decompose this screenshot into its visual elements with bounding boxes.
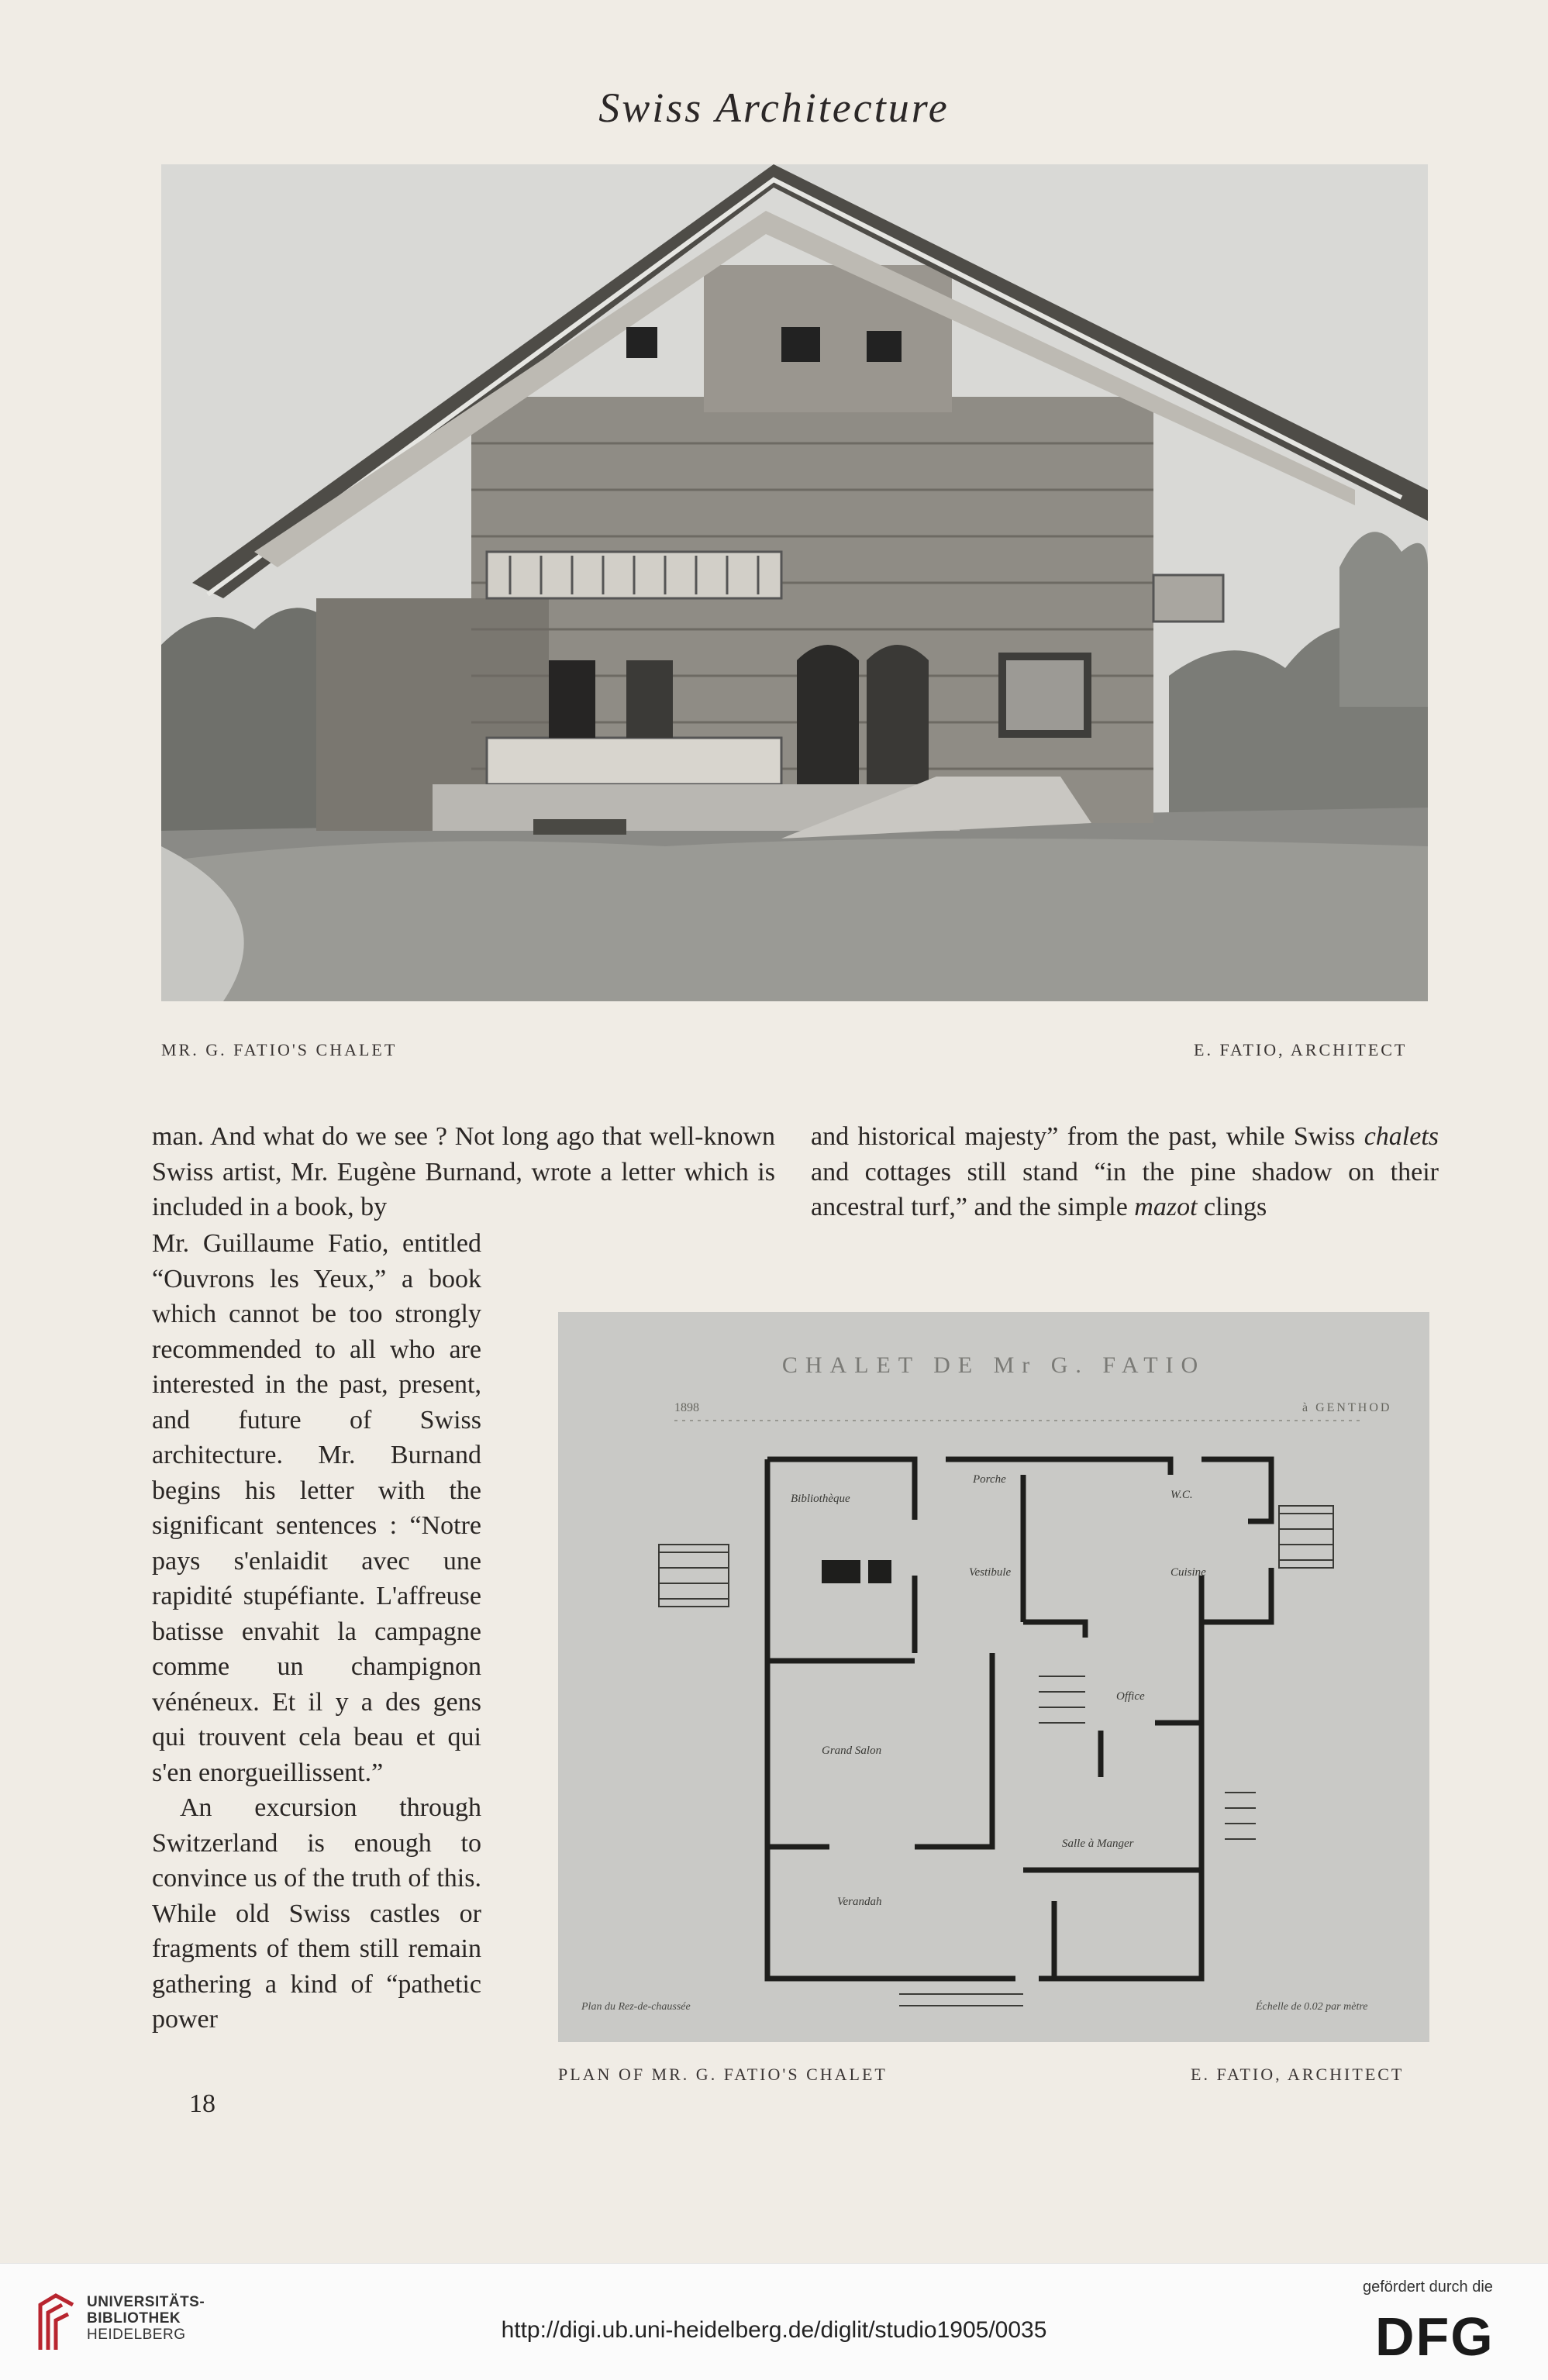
plan-year: 1898 bbox=[674, 1401, 699, 1414]
plan-caption-right: E. FATIO, ARCHITECT bbox=[1191, 2065, 1405, 2084]
running-head: Swiss Architecture bbox=[598, 84, 950, 131]
col2-italic-chalets: chalets bbox=[1364, 1122, 1439, 1151]
library-line-2: BIBLIOTHEK bbox=[87, 2310, 181, 2327]
col2-text-b: and cottages still stand “in the pine shadow on their ancestral turf,” and the simple bbox=[811, 1157, 1439, 1221]
floor-plan-drawing bbox=[558, 1312, 1429, 2042]
permalink-url[interactable]: http://digi.ub.uni-heidelberg.de/diglit/studio1905/0035 bbox=[501, 2317, 1047, 2343]
column-1-paragraph-2: An excursion through Switzerland is enough to convince us of the truth of this. While old Swiss castles or fragments of them still remain gathering a kind of “pathetic power bbox=[152, 1793, 481, 2034]
column-1-top-text bbox=[152, 1119, 775, 1228]
column-1-paragraph-1: Mr. Guillaume Fatio, entitled “Ouvrons les Yeux,” a book which cannot be too strongly recommended to all who are interested in the past, present, and future of Swiss architecture. Mr. Burnand begins his letter with the significant sentences : “Notre pays s'enlaidit avec une rapidité stupéfiante. L'affreuse batisse envahit la campagne comme un champignon vénéneux. Et il y a des gens qui trouvent cela beau et qui s'en enorgueillissent.” bbox=[152, 1229, 481, 1787]
col2-text-a: and historical majesty” from the past, while Swiss bbox=[811, 1122, 1364, 1151]
room-office: Office bbox=[1116, 1690, 1145, 1703]
room-vestibule: Vestibule bbox=[969, 1566, 1012, 1579]
dfg-logo: DFG bbox=[1375, 2306, 1495, 2367]
sponsor-label: gefördert durch die bbox=[1363, 2278, 1493, 2296]
room-porche: Porche bbox=[973, 1473, 1006, 1486]
room-grand-salon: Grand Salon bbox=[822, 1745, 882, 1757]
room-salle-a-manger: Salle à Manger bbox=[1062, 1838, 1134, 1850]
plan-caption-left: PLAN OF MR. G. FATIO'S CHALET bbox=[558, 2065, 888, 2084]
page-number: 18 bbox=[189, 2089, 215, 2118]
col2-italic-mazot: mazot bbox=[1134, 1193, 1198, 1221]
room-verandah: Verandah bbox=[837, 1896, 882, 1908]
column-1-narrow-text bbox=[152, 1226, 481, 2037]
room-wc: W.C. bbox=[1170, 1489, 1193, 1501]
chalet-photograph bbox=[161, 164, 1428, 1001]
plan-title: CHALET DE Mr G. FATIO bbox=[781, 1352, 1206, 1378]
photo-caption-left: MR. G. FATIO'S CHALET bbox=[161, 1040, 398, 1059]
room-bibliotheque: Bibliothèque bbox=[791, 1493, 850, 1505]
plan-place: à GENTHOD bbox=[1302, 1401, 1392, 1414]
photo-caption-right: E. FATIO, ARCHITECT bbox=[1194, 1040, 1408, 1059]
column-2-paragraph bbox=[811, 1119, 1439, 1225]
col2-text-c: clings bbox=[1197, 1193, 1267, 1221]
room-cuisine: Cuisine bbox=[1170, 1566, 1206, 1579]
column-2-top-text bbox=[811, 1119, 1439, 1225]
column-1-top-paragraph: man. And what do we see ? Not long ago that well-known Swiss artist, Mr. Eugène Burnand, wrote a letter which is included in a book, by bbox=[152, 1122, 775, 1221]
plan-scale: Échelle de 0.02 par mètre bbox=[1256, 2001, 1368, 2013]
library-line-3: HEIDELBERG bbox=[87, 2327, 186, 2343]
plan-label: Plan du Rez-de-chaussée bbox=[581, 2001, 691, 2013]
floor-plan-image bbox=[558, 1312, 1429, 2042]
chalet-illustration bbox=[161, 164, 1428, 1001]
library-line-1: UNIVERSITÄTS- bbox=[87, 2294, 205, 2310]
